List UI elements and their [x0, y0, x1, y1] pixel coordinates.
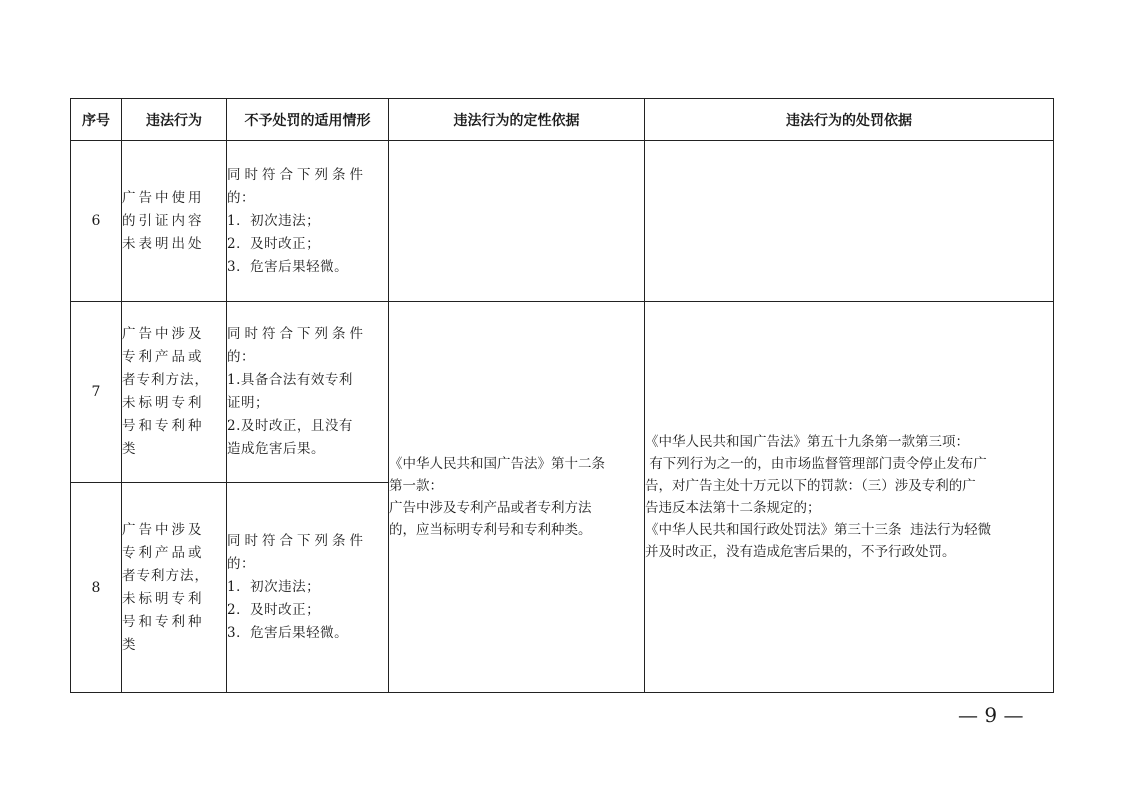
row-act: [122, 141, 227, 302]
exempt-line: 2.及时改正，且没有: [227, 418, 353, 434]
exempt-line: 证明；: [227, 395, 269, 411]
table-row: [71, 302, 1054, 483]
table-header-row: [71, 99, 1054, 141]
penalty-line: 《中华人民共和国广告法》第五十九条第一款第三项：: [645, 434, 969, 450]
row-act: [122, 302, 227, 483]
exempt-line: 同时符合下列条件: [227, 533, 367, 549]
row-seq: 7: [71, 302, 122, 483]
header-act: 违法行为: [122, 99, 227, 141]
act-line: 类: [122, 636, 139, 653]
exempt-line: 1．初次违法；: [227, 212, 321, 229]
act-line: 专利产品或: [122, 544, 205, 561]
exempt-line: 2．及时改正；: [227, 235, 321, 252]
row-exempt: [227, 141, 389, 302]
row-seq: 8: [71, 483, 122, 693]
shared-basis: [389, 302, 645, 693]
act-line: 者专利方法，: [122, 567, 209, 584]
act-line: 广告中使用: [122, 189, 205, 206]
exempt-line: 3．危害后果轻微。: [227, 625, 349, 641]
row-seq: 6: [71, 141, 122, 302]
act-line: 号和专利种: [122, 613, 205, 630]
row-basis-empty: [389, 141, 645, 302]
basis-line: 的，应当标明专利号和专利种类。: [389, 522, 592, 538]
header-exempt: 不予处罚的适用情形: [227, 99, 389, 141]
penalty-line: 《中华人民共和国行政处罚法》第三十三条 违法行为轻微: [645, 522, 992, 538]
header-penalty: 违法行为的处罚依据: [645, 99, 1054, 141]
act-line: 广告中涉及: [122, 326, 205, 342]
row-exempt: [227, 302, 389, 483]
header-seq: 序号: [71, 99, 122, 141]
act-line: 专利产品或: [122, 349, 205, 365]
act-line: 的引证内容: [122, 212, 205, 229]
penalty-line: 并及时改正，没有造成危害后果的，不予行政处罚。: [645, 544, 956, 560]
exempt-line: 造成危害后果。: [227, 441, 325, 457]
header-basis: 违法行为的定性依据: [389, 99, 645, 141]
row-act: [122, 483, 227, 693]
act-line: 未标明专利: [122, 395, 205, 411]
exempt-line: 同时符合下列条件: [227, 166, 367, 183]
exempt-line: 的：: [227, 189, 255, 206]
exempt-line: 的：: [227, 349, 255, 365]
act-line: 类: [122, 441, 139, 457]
exempt-line: 同时符合下列条件: [227, 326, 367, 342]
act-line: 未表明出处: [122, 235, 205, 252]
row-exempt: [227, 483, 389, 693]
basis-line: 第一款：: [389, 478, 443, 494]
row-penalty-empty: [645, 141, 1054, 302]
page-number: — 9 —: [958, 703, 1024, 727]
act-line: 号和专利种: [122, 418, 205, 434]
act-line: 广告中涉及: [122, 521, 205, 538]
penalty-line: 告，对广告主处十万元以下的罚款：（三）涉及专利的广: [645, 478, 976, 494]
shared-penalty: [645, 302, 1054, 693]
act-line: 者专利方法，: [122, 372, 209, 388]
table-row: [71, 141, 1054, 302]
act-line: 未标明专利: [122, 590, 205, 607]
exempt-line: 3．危害后果轻微。: [227, 258, 349, 275]
exempt-line: 1.具备合法有效专利: [227, 372, 353, 388]
regulation-table: [70, 98, 1054, 693]
basis-line: 广告中涉及专利产品或者专利方法: [389, 500, 592, 516]
basis-line: 《中华人民共和国广告法》第十二条: [389, 456, 605, 472]
penalty-line: 告违反本法第十二条规定的；: [645, 500, 821, 516]
exempt-line: 的：: [227, 556, 255, 572]
penalty-line: 有下列行为之一的，由市场监督管理部门责令停止发布广: [645, 456, 987, 472]
exempt-line: 2．及时改正；: [227, 602, 321, 618]
exempt-line: 1．初次违法；: [227, 579, 321, 595]
